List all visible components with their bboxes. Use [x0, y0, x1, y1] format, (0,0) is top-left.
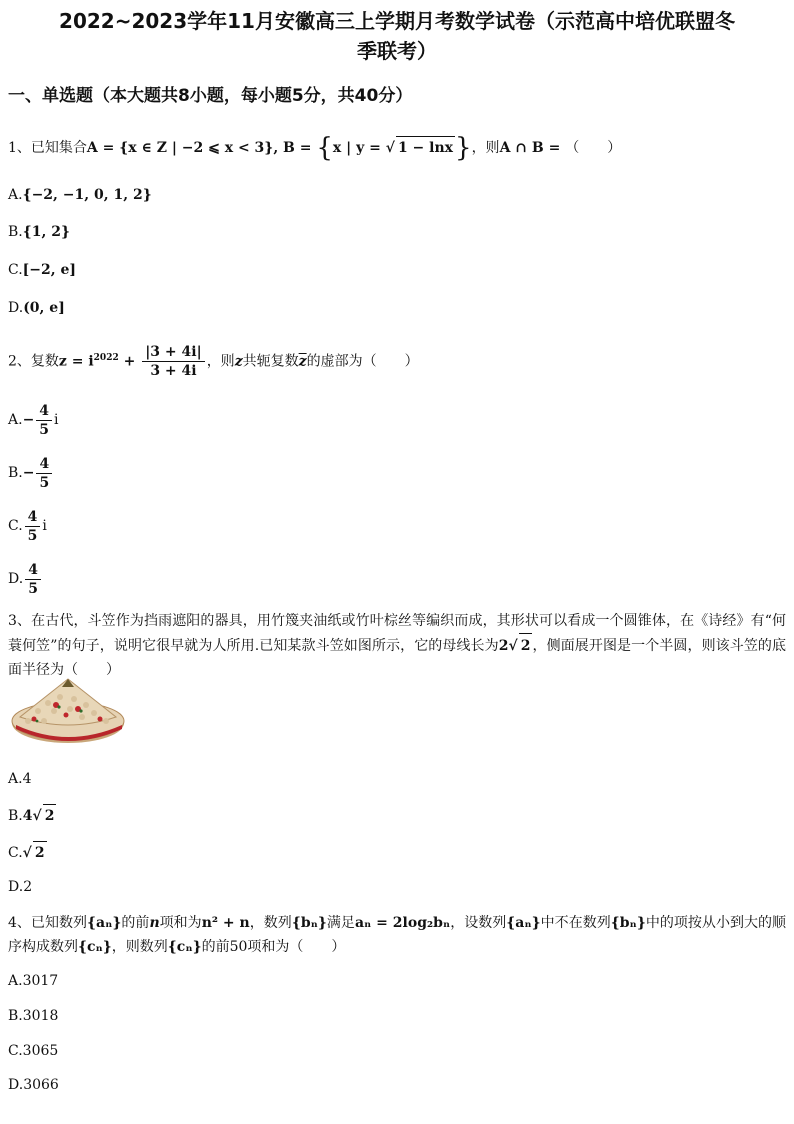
- q1-brace-close: }: [455, 133, 472, 163]
- q1-option-b-value: {1, 2}: [22, 224, 70, 240]
- q2-option-b[interactable]: [8, 451, 54, 495]
- q2-z: z: [234, 353, 243, 370]
- q4-text-10: 的前50项和为（ ）: [201, 939, 346, 955]
- q1-option-a-label: A.: [8, 187, 23, 203]
- question-3-stem: [8, 609, 786, 682]
- q4-option-d-value: 3066: [23, 1077, 59, 1093]
- q1-brace-open: {: [316, 133, 333, 163]
- q4-sum-expr: n² + n: [201, 915, 250, 931]
- q4-option-b-label: B.: [8, 1008, 23, 1024]
- q4-option-d[interactable]: [8, 1074, 59, 1096]
- q4-seq-b: {bₙ}: [291, 915, 327, 931]
- q2-fraction-num: |3 + 4i|: [142, 343, 204, 362]
- q2-option-a[interactable]: [8, 398, 59, 442]
- q2-option-b-label: B.: [8, 465, 23, 481]
- q1-answer-blank: （ ）: [565, 140, 622, 156]
- q2-option-d[interactable]: [8, 557, 43, 601]
- q1-option-c-value: [−2, e]: [22, 262, 77, 278]
- q1-option-a[interactable]: [8, 184, 152, 206]
- q2-z-bar: $\overline{z}$: [298, 353, 307, 370]
- q3-length-radicand: 2: [519, 633, 533, 658]
- q2-prefix: 2、复数: [8, 353, 59, 370]
- q3-option-d[interactable]: [8, 876, 32, 898]
- q4-text-7: 中不在数列: [540, 915, 611, 931]
- q1-option-d-value: (0, e]: [23, 300, 65, 316]
- q2-option-d-fraction: [25, 561, 41, 598]
- question-1-stem: [8, 133, 622, 163]
- q4-option-b[interactable]: [8, 1005, 58, 1027]
- exam-title-line-2: 季联考）: [357, 39, 437, 63]
- q4-text-4: ，数列: [249, 915, 292, 931]
- q2-option-d-den: 5: [28, 580, 38, 597]
- q4-option-b-value: 3018: [22, 1008, 59, 1024]
- bamboo-hat-image: [8, 675, 132, 751]
- q4-text-1: 4、已知数列: [8, 915, 88, 931]
- q2-option-d-num: 4: [25, 561, 41, 580]
- q2-option-a-label: A.: [8, 412, 23, 428]
- q2-option-c-fraction: [25, 508, 41, 545]
- q2-expr-z: z = i: [58, 353, 94, 370]
- exam-title: [0, 6, 794, 66]
- q2-tail-2: 共轭复数: [242, 353, 299, 370]
- q3-option-c[interactable]: [8, 841, 47, 864]
- q4-seq-a: {aₙ}: [87, 915, 122, 931]
- q1-ask-lead: ，则: [471, 140, 500, 156]
- q1-set-b-radicand: 1 − lnx: [396, 136, 455, 159]
- q2-tail-3: 的虚部为（ ）: [306, 353, 419, 370]
- q2-option-d-label: D.: [8, 571, 24, 587]
- q4-text-3: 项和为: [159, 915, 202, 931]
- q2-option-b-den: 5: [39, 474, 50, 491]
- q4-option-a-label: A.: [8, 973, 23, 989]
- q2-fraction-den: 3 + 4i: [150, 363, 197, 380]
- q2-exponent: 2022: [93, 353, 119, 363]
- q2-option-a-fraction: [36, 402, 52, 439]
- q2-option-c[interactable]: [8, 504, 47, 548]
- q2-plus: +: [118, 353, 141, 370]
- q4-option-c[interactable]: [8, 1040, 58, 1062]
- q2-option-b-sign: −: [22, 465, 35, 481]
- q2-option-a-den: 5: [39, 421, 50, 438]
- q4-relation: aₙ = 2log₂bₙ: [354, 915, 451, 931]
- q4-option-c-label: C.: [8, 1043, 23, 1059]
- q1-sqrt-sign: √: [385, 140, 395, 156]
- q2-option-c-den: 5: [27, 527, 38, 544]
- q3-option-b-label: B.: [8, 808, 23, 824]
- q4-text-2: 的前: [121, 915, 150, 931]
- q2-option-c-suffix: i: [42, 518, 47, 534]
- q2-option-a-num: 4: [36, 402, 52, 421]
- section-heading: 一、单选题（本大题共8小题，每小题5分，共40分）: [8, 86, 413, 106]
- q2-tail-1: ，则: [206, 353, 235, 370]
- q4-seq-a-2: {aₙ}: [506, 915, 541, 931]
- q3-option-d-label: D.: [8, 879, 24, 895]
- q3-option-c-radicand: 2: [33, 841, 47, 864]
- q3-option-b-value: 4: [22, 808, 33, 824]
- q3-sqrt-sign: √: [508, 638, 518, 654]
- q4-text-8: 中的项按从小到大的顺序构成数列: [8, 915, 787, 955]
- q3-option-b-sqrt-sign: √: [32, 808, 42, 824]
- q3-text-2: ，侧面展开图是一个半圆，则该斗笠的底面半径为（ ）: [8, 638, 786, 678]
- exam-title-line-1: 2022~2023学年11月安徽高三上学期月考数学试卷（示范高中培优联盟冬: [59, 9, 735, 33]
- q1-prefix: 1、已知集合: [8, 140, 87, 156]
- q4-text-9: ，则数列: [111, 939, 168, 955]
- q3-option-a-label: A.: [8, 771, 23, 787]
- q1-option-b[interactable]: [8, 221, 70, 243]
- q4-option-a-value: 3017: [22, 973, 59, 989]
- q3-option-c-sqrt-sign: √: [22, 845, 32, 861]
- q3-option-c-label: C.: [8, 845, 23, 861]
- q1-option-c-label: C.: [8, 262, 23, 278]
- q1-option-b-label: B.: [8, 224, 23, 240]
- q4-seq-c: {cₙ}: [78, 939, 112, 955]
- q1-ask-expr: A ∩ B =: [499, 140, 566, 156]
- q2-option-a-suffix: i: [54, 412, 59, 428]
- q2-option-b-num: 4: [36, 455, 52, 474]
- q3-option-a[interactable]: [8, 768, 31, 790]
- q4-option-c-value: 3065: [22, 1043, 59, 1059]
- q3-option-d-value: 2: [23, 879, 33, 895]
- q4-seq-c-2: {cₙ}: [167, 939, 202, 955]
- q4-text-5: 满足: [326, 915, 355, 931]
- q1-option-d[interactable]: [8, 297, 65, 319]
- q2-option-c-num: 4: [25, 508, 41, 527]
- bamboo-hat-figure: [8, 675, 132, 751]
- q1-set-b-lead: , B =: [273, 140, 317, 156]
- q2-fraction: [142, 343, 204, 380]
- q4-var-n: n: [149, 915, 160, 931]
- q1-set-a: A = {x ∈ Z | −2 ⩽ x < 3}: [86, 140, 274, 156]
- q1-option-c[interactable]: [8, 259, 76, 281]
- q1-option-d-label: D.: [8, 300, 24, 316]
- q4-text-6: ，设数列: [450, 915, 507, 931]
- q4-option-a[interactable]: [8, 970, 58, 992]
- q4-seq-b-2: {bₙ}: [610, 915, 646, 931]
- q2-option-b-fraction: [36, 455, 52, 492]
- q1-option-a-value: {−2, −1, 0, 1, 2}: [22, 187, 152, 203]
- q3-length-coef: 2: [498, 638, 509, 654]
- q3-text-1: 3、在古代，斗笠作为挡雨遮阳的器具，用竹篾夹油纸或竹叶棕丝等编织而成，其形状可以看成一个圆锥体，在《诗经》有“何蓑何笠”的句子，说明它很早就为人所用.已知某款斗笠如图所示，它的母线长为: [8, 613, 786, 654]
- q3-option-b-radicand: 2: [43, 804, 57, 827]
- q3-option-a-value: 4: [22, 771, 32, 787]
- q4-option-d-label: D.: [8, 1077, 24, 1093]
- question-4-stem: [8, 911, 786, 959]
- q2-option-c-label: C.: [8, 518, 23, 534]
- q3-option-b[interactable]: [8, 804, 56, 827]
- question-2-stem: [8, 336, 419, 384]
- q1-set-b-var: x | y =: [332, 140, 386, 156]
- q2-option-a-sign: −: [22, 412, 35, 428]
